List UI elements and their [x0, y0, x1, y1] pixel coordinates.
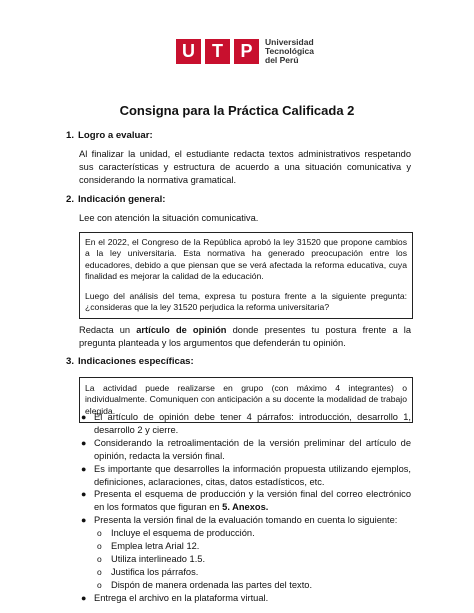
- specific-instructions-list: [79, 411, 411, 605]
- situation-box: [79, 232, 413, 319]
- list-item: ● Presenta la versión final de la evaluación tomando en cuenta lo siguiente:: [81, 515, 398, 526]
- utp-logo: [176, 36, 314, 66]
- list-item: ● Considerando la retroalimentación de la versión preliminar del artículo de opinión, redacta la versión final.: [81, 437, 411, 461]
- logo-university-name: Universidad Tecnológica del Perú: [265, 36, 314, 65]
- section-2-heading: 2. Indicación general:: [66, 194, 166, 205]
- sub-list-container: [79, 527, 411, 592]
- section-1-heading: 1. Logro a evaluar:: [66, 130, 153, 141]
- page-title: Consigna para la Práctica Calificada 2: [119, 103, 355, 118]
- list-item: ● Presenta el esquema de producción y la versión final del correo electrónico en los formatos que figuran en 5. Anexos.: [81, 489, 411, 513]
- sub-list: [79, 527, 411, 592]
- question-paragraph: Luego del análisis del tema, expresa tu postura frente a la siguiente pregunta: ¿consideras que la ley 31520 perjudica la reforma universitaria?: [85, 291, 407, 313]
- logo-letter-t: T: [205, 39, 230, 64]
- sub-list-item: o Dispón de manera ordenada las partes del texto.: [97, 579, 313, 590]
- sub-list-item: o Utiliza interlineado 1.5.: [97, 553, 206, 564]
- logo-letter-u: U: [176, 39, 201, 64]
- group-work-box: La actividad puede realizarse en grupo (con máximo 4 integrantes) o individualmente. Comuniquen con anticipación a su docente la modalidad de trabajo elegida.: [79, 377, 413, 423]
- situation-paragraph: En el 2022, el Congreso de la República aprobó la ley 31520 que propone cambios a la ley universitaria. Esta normativa ha generado preocupación entre los educadores, debido a que piensan que se verá afectada la reforma educativa, cuya finalidad es mejorar la calidad de la educación.: [85, 237, 407, 281]
- sub-list-item: o Incluye el esquema de producción.: [97, 528, 255, 539]
- section-1-text: Al finalizar la unidad, el estudiante redacta textos administrativos respetando sus características y estructura de acuerdo a una situación comunicativa y considerando la normativa gramatical.: [79, 149, 411, 185]
- sub-list-item: o Justifica los párrafos.: [97, 566, 199, 577]
- section-3-heading: 3. Indicaciones específicas:: [66, 356, 194, 367]
- task-instruction: Redacta un artículo de opinión donde presentes tu postura frente a la pregunta planteada y los argumentos que defenderán tu opinión.: [79, 325, 411, 348]
- list-item: ● El artículo de opinión debe tener 4 párrafos: introducción, desarrollo 1, desarrollo 2 y cierre.: [81, 412, 411, 435]
- logo-letter-p: P: [234, 39, 259, 64]
- list-item: ● Entrega el archivo en la plataforma virtual.: [81, 592, 269, 603]
- section-2-intro: Lee con atención la situación comunicativa.: [79, 213, 259, 223]
- list-item: ● Es importante que desarrolles la información propuesta utilizando ejemplos, definiciones, aclaraciones, citas, datos estadísticos, etc.: [81, 463, 411, 487]
- sub-list-item: o Emplea letra Arial 12.: [97, 541, 200, 552]
